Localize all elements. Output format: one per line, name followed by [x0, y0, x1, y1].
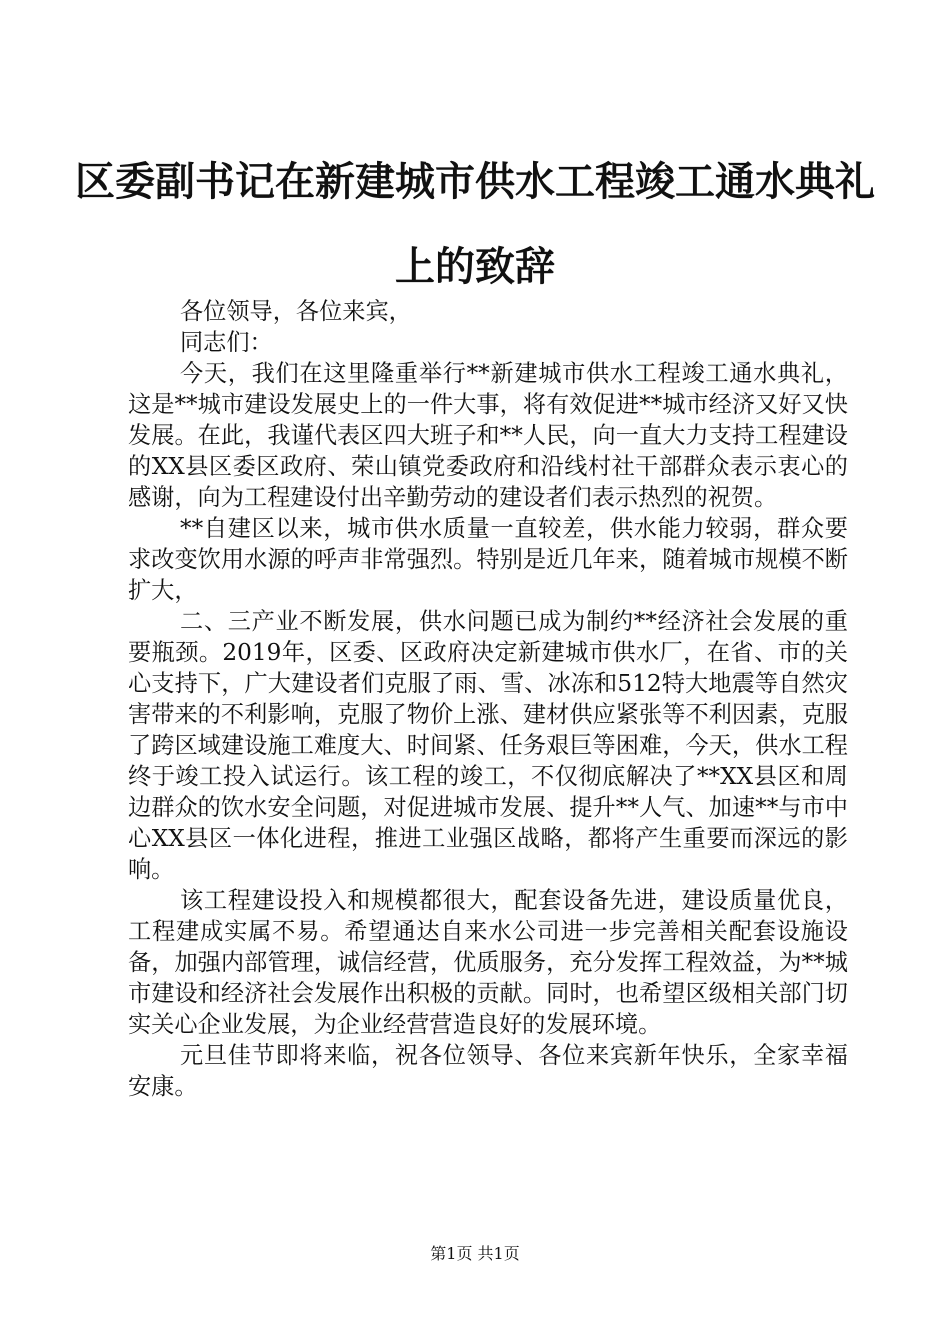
document-title-line1: 区委副书记在新建城市供水工程竣工通水典礼 — [75, 158, 875, 205]
paragraph-construction: 二、三产业不断发展，供水问题已成为制约**经济社会发展的重要瓶颈。2019年，区委、区政府决定新建城市供水厂，在省、市的关心支持下，广大建设者们克服了雨、雪、冰冻和512特大地震等自然灾害带来的不利影响，克服了物价上涨、建材供应紧张等不利因素，克服了跨区域建设施工难度大、时间紧、任务艰巨等困难，今天，供水工程终于竣工投入试运行。该工程的竣工，不仅彻底解决了**XX县区和周边群众的饮水安全问题，对促进城市发展、提升**人气、加速**与市中心XX县区一体化进程，推进工业强区战略，都将产生重要而深远的影响。 — [128, 608, 848, 883]
salutation-comrades: 同志们： — [180, 329, 273, 356]
document-title-line2: 上的致辞 — [395, 243, 555, 290]
paragraph-background: **自建区以来，城市供水质量一直较差，供水能力较弱，群众要求改变饮用水源的呼声非常强烈。特别是近几年来，随着城市规模不断扩大， — [128, 515, 848, 604]
document-body — [128, 296, 848, 1102]
paragraph-closing-wishes: 元旦佳节即将来临，祝各位领导、各位来宾新年快乐，全家幸福安康。 — [128, 1042, 848, 1100]
paragraph-opening: 今天，我们在这里隆重举行**新建城市供水工程竣工通水典礼，这是**城市建设发展史上的一件大事，将有效促进**城市经济又好又快发展。在此，我谨代表区四大班子和**人民，向一直大力支持工程建设的XX县区委区政府、荣山镇党委政府和沿线村社干部群众表示衷心的感谢，向为工程建设付出辛勤劳动的建设者们表示热烈的祝贺。 — [128, 360, 848, 511]
page-footer: 第1页 共1页 — [430, 1244, 520, 1263]
paragraph-expectations: 该工程建设投入和规模都很大，配套设备先进，建设质量优良，工程建成实属不易。希望通达自来水公司进一步完善相关配套设施设备，加强内部管理，诚信经营，优质服务，充分发挥工程效益，为**城市建设和经济社会发展作出积极的贡献。同时，也希望区级相关部门切实关心企业发展，为企业经营营造良好的发展环境。 — [128, 887, 848, 1038]
salutation-leaders-guests: 各位领导，各位来宾， — [180, 298, 412, 325]
